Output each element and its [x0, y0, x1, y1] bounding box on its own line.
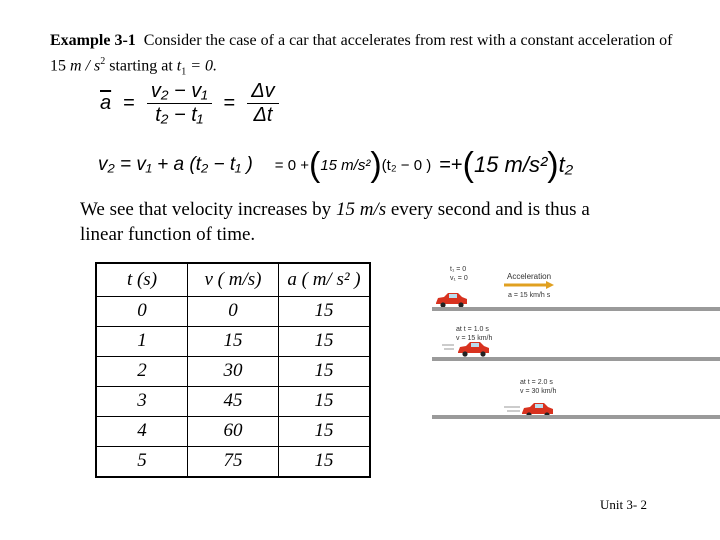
eq2-paren-open-1: (	[308, 146, 321, 184]
para-value: 15 m/s	[335, 199, 387, 220]
para-text-2: every second and is thus a linear function of time.	[80, 199, 590, 245]
car-icon	[456, 341, 490, 357]
motion-table	[95, 262, 371, 478]
cell-acceleration: 15	[279, 326, 371, 356]
fig-accel-label: Acceleration	[507, 272, 552, 281]
cell-velocity: 60	[188, 416, 279, 446]
heading-t-variable: t	[176, 57, 182, 75]
eq1-fraction-2	[247, 80, 278, 127]
cell-time: 2	[137, 360, 147, 381]
table-row	[96, 356, 370, 386]
speed-lines-icon	[442, 342, 456, 352]
fig-label-v3: v = 30 km/h	[520, 388, 557, 395]
table-header-row	[96, 263, 370, 296]
cell-time: 4	[137, 420, 147, 441]
cell-acceleration: 15	[279, 296, 371, 326]
eq2-part-6: 15 m/s²	[473, 152, 548, 177]
eq2-paren-close-2: )	[547, 146, 559, 184]
cell-time: 5	[137, 450, 147, 471]
cell-time: 3	[137, 390, 147, 411]
eq2-paren-close-1: )	[370, 146, 382, 184]
velocity-equation	[98, 148, 573, 182]
fig-label-t3: at t = 2.0 s	[520, 379, 553, 386]
fig-label-t2: at t = 1.0 s	[456, 326, 489, 333]
fig-label-v2: v = 15 km/h	[456, 335, 493, 342]
eq1-numerator-2: Δv	[247, 80, 278, 104]
accel-arrow-icon	[504, 281, 554, 289]
slide-footer: Unit 3- 2	[600, 497, 647, 512]
table-row	[96, 296, 370, 326]
cell-velocity: 30	[188, 356, 279, 386]
eq2-part-2: = 0 +	[274, 156, 309, 174]
eq2-part-1: v₂ = v₁ + a (t₂ − t₁ )	[98, 154, 253, 175]
cell-time: 1	[137, 330, 147, 351]
eq1-equals-2: =	[223, 92, 236, 114]
heading-unit: m / s	[70, 57, 101, 75]
eq1-lhs: $\overline{a}$	[100, 92, 112, 114]
heading-t-equals: = 0.	[190, 57, 218, 75]
cell-time: 0	[137, 300, 147, 321]
eq1-fraction-1	[147, 80, 212, 127]
road-line	[432, 415, 720, 419]
cell-acceleration: 15	[279, 356, 371, 386]
cell-acceleration: 15	[279, 416, 371, 446]
cell-velocity: 0	[188, 296, 279, 326]
cell-acceleration: 15	[279, 386, 371, 416]
average-acceleration-equation	[100, 80, 279, 127]
fig-label-v1: v₁ = 0	[450, 275, 468, 282]
explanation-paragraph	[80, 197, 600, 247]
header-velocity: v ( m/s)	[188, 263, 279, 296]
table-row	[96, 386, 370, 416]
cell-velocity: 45	[188, 386, 279, 416]
eq2-part-4: (t₂ − 0 )	[381, 156, 432, 174]
fig-label-t1: t₁ = 0	[450, 266, 467, 273]
heading-text-2: starting at	[109, 57, 173, 75]
cell-acceleration: 15	[279, 446, 371, 477]
eq2-part-7: t₂	[558, 152, 574, 177]
eq1-denominator-1: t₂ − t₁	[155, 104, 204, 126]
table-row	[96, 416, 370, 446]
fig-accel-value: a = 15 km/h s	[508, 292, 551, 299]
cell-velocity: 15	[188, 326, 279, 356]
para-text-1: We see that velocity increases by	[80, 199, 332, 220]
car-acceleration-figure	[432, 262, 720, 432]
road-line	[432, 357, 720, 361]
example-heading	[50, 30, 690, 83]
eq1-numerator-1: v₂ − v₁	[147, 80, 212, 104]
eq2-part-5: =+	[439, 153, 463, 176]
eq1-denominator-2: Δt	[253, 104, 273, 126]
car-icon	[434, 292, 468, 308]
heading-unit-exponent: 2	[100, 56, 106, 67]
heading-text-1: Consider the case of a car that accelerates from rest with a constant acceleration of 15	[50, 32, 673, 75]
header-acceleration: a ( m/ s² )	[279, 263, 371, 296]
eq1-equals-1: =	[123, 92, 135, 114]
eq2-part-3: 15 m/s²	[320, 156, 371, 174]
example-label: Example 3-1	[50, 32, 136, 49]
header-time: t (s)	[126, 268, 158, 290]
road-line	[432, 307, 720, 311]
table-row	[96, 446, 370, 477]
heading-t-subscript: 1	[181, 66, 187, 78]
eq2-paren-open-2: (	[462, 146, 474, 184]
cell-velocity: 75	[188, 446, 279, 477]
table-row	[96, 326, 370, 356]
